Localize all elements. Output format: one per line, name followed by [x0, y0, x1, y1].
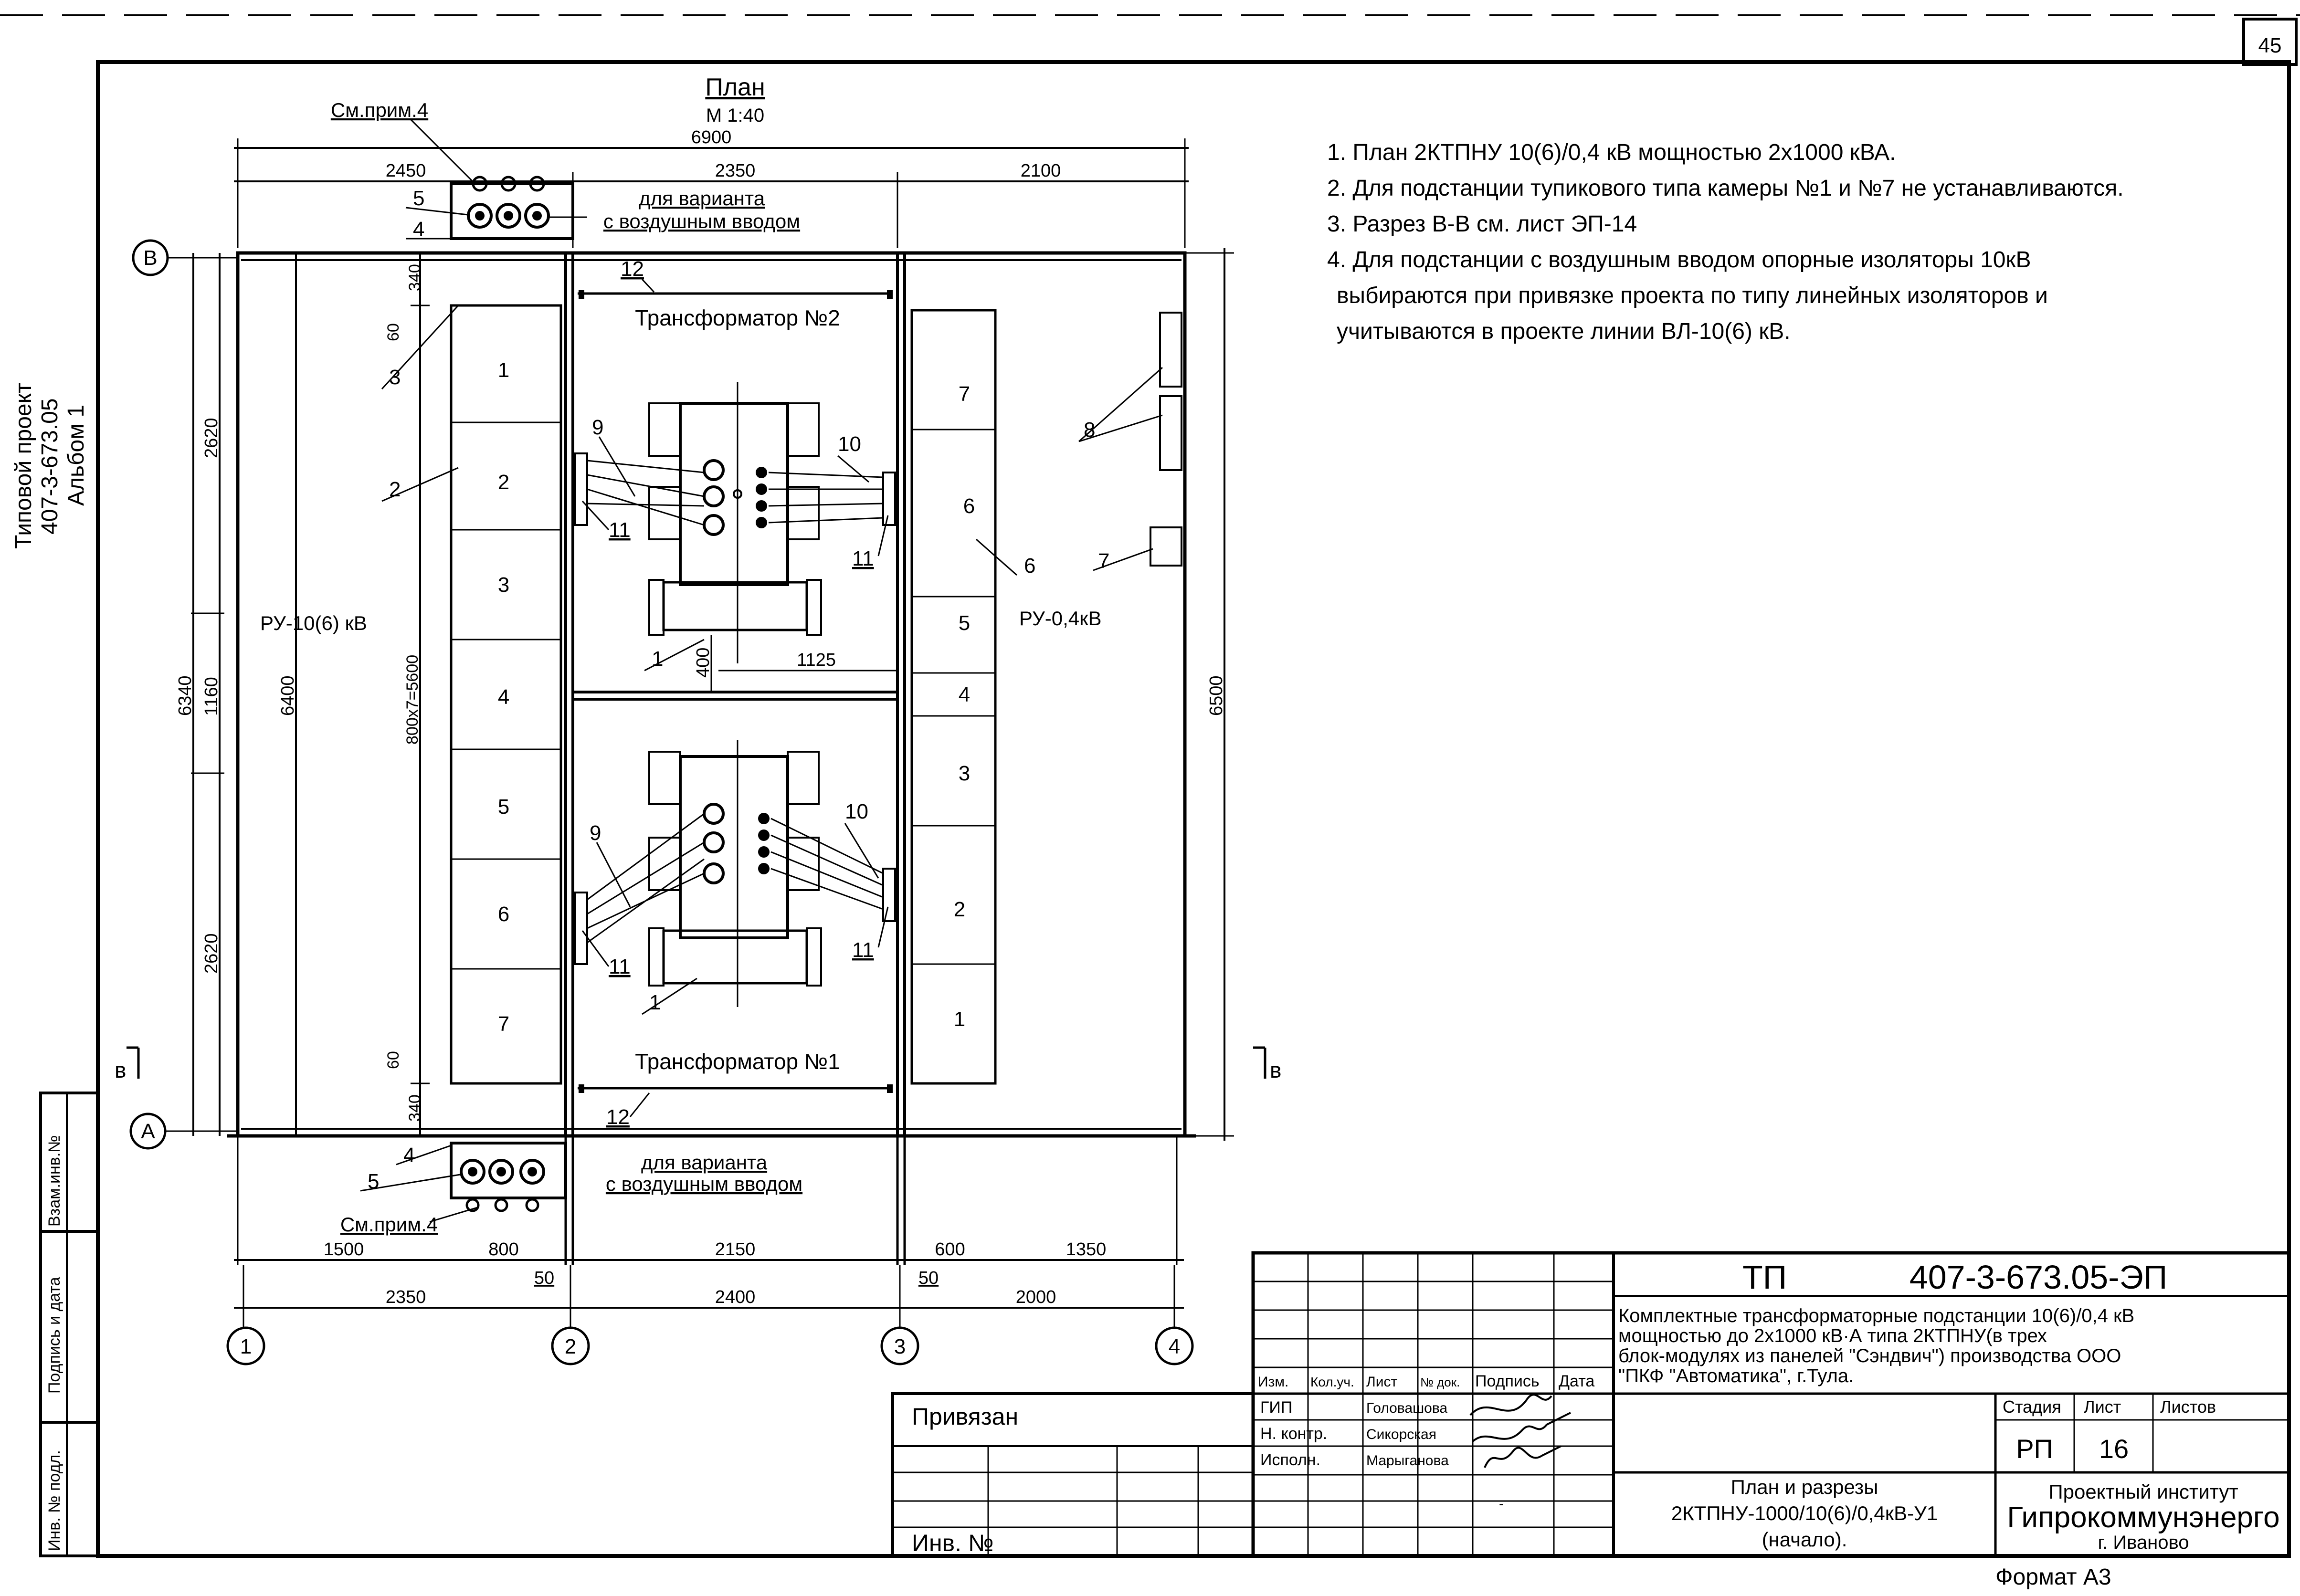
tb-sheet: 16	[2099, 1434, 2129, 1464]
role-nkontr: Н. контр.	[1260, 1425, 1328, 1443]
stamp-vzam: Взам.инв.№	[45, 1135, 63, 1227]
left-switchgear-column	[451, 305, 561, 1083]
callout-1-b: 1	[649, 991, 661, 1014]
dims-bottom-2	[234, 1265, 1184, 1327]
cell-right-4: 4	[958, 683, 971, 706]
cell-left-1: 1	[497, 358, 510, 382]
label-ru04: РУ-0,4кВ	[1019, 607, 1102, 630]
title-block	[1253, 1253, 2289, 1556]
dim-6340: 6340	[175, 675, 195, 716]
callout-8: 8	[1084, 418, 1096, 441]
general-notes	[1327, 140, 2124, 344]
tb-code: 407-3-673.05-ЭП	[1909, 1259, 2168, 1296]
right-switchgear-column	[912, 310, 995, 1083]
stamp-inv-podl: Инв. № подл.	[45, 1450, 63, 1551]
role-ispoln: Исполн.	[1260, 1451, 1321, 1469]
axis-col-4: 4	[1168, 1335, 1181, 1358]
dim-2620-a: 2620	[201, 418, 222, 458]
callout-4-bottom: 4	[403, 1144, 415, 1167]
cell-left-4: 4	[497, 685, 510, 709]
tb-sheets-label: Листов	[2160, 1397, 2216, 1417]
cell-left-3: 3	[497, 573, 510, 597]
svg-text:-: -	[1499, 1496, 1504, 1512]
hdr-podpis: Подпись	[1475, 1372, 1540, 1390]
callout-6: 6	[1024, 554, 1036, 578]
tb-desc-3: блок-модулях из панелей "Сэндвич") производства ООО	[1618, 1345, 2121, 1366]
dim-6900: 6900	[691, 127, 732, 147]
bound-block	[893, 1394, 1253, 1556]
axis-col-1: 1	[240, 1335, 252, 1358]
building-outline	[227, 253, 1196, 1136]
note-4: 4. Для подстанции с воздушным вводом опорные изоляторы 10кВ	[1327, 247, 2031, 273]
callout-1-a: 1	[652, 647, 664, 671]
dim-1350: 1350	[1066, 1239, 1107, 1260]
hdr-data: Дата	[1559, 1372, 1595, 1390]
tb-prefix: ТП	[1742, 1259, 1787, 1296]
name-nkontr: Сикорская	[1366, 1427, 1436, 1442]
axis-row-v: В	[143, 246, 158, 270]
cell-right-6: 6	[963, 494, 975, 518]
callout-11-c: 11	[609, 955, 631, 978]
dim-2000: 2000	[1015, 1287, 1056, 1307]
air-input-top-2: с воздушным вводом	[603, 210, 801, 232]
tb-stage-label: Стадия	[2003, 1397, 2061, 1417]
label-transformer1: Трансформатор №1	[635, 1049, 840, 1074]
note-2: 2. Для подстанции тупикового типа камеры №1 и №7 не устанавливаются.	[1327, 176, 2124, 201]
hdr-izm: Изм.	[1258, 1374, 1289, 1390]
name-gip: Головашова	[1366, 1400, 1448, 1416]
page-number: 45	[2258, 34, 2282, 57]
cell-right-7: 7	[958, 382, 971, 406]
note-3: 3. Разрез В-В см. лист ЭП-14	[1327, 211, 1637, 237]
tb-title-1: План и разрезы	[1730, 1476, 1878, 1498]
callout-11-d: 11	[852, 938, 874, 962]
dim-2350-bottom: 2350	[385, 1287, 426, 1307]
role-gip: ГИП	[1260, 1398, 1293, 1417]
cell-left-7: 7	[497, 1012, 510, 1036]
cell-right-5: 5	[958, 611, 971, 635]
section-mark-left: в	[115, 1058, 127, 1082]
dim-6500: 6500	[1206, 675, 1226, 716]
tb-title-3: (начало).	[1762, 1528, 1847, 1551]
cell-left-5: 5	[497, 795, 510, 819]
callouts	[360, 187, 1162, 1193]
tb-institute-3: г. Иваново	[2098, 1532, 2189, 1553]
callout-10-a: 10	[838, 432, 861, 456]
plan-scale: М 1:40	[706, 105, 765, 126]
note-4-cont-2: учитываются в проекте линии ВЛ-10(6) кВ.	[1337, 319, 1791, 344]
dim-2450: 2450	[385, 161, 426, 181]
dim-340-a: 340	[406, 264, 424, 291]
callout-12-bottom: 12	[606, 1105, 630, 1129]
wall-panels	[1150, 313, 1182, 566]
signature-ispoln	[1485, 1446, 1561, 1468]
callout-4-top: 4	[413, 218, 425, 241]
cell-right-1: 1	[953, 1008, 966, 1031]
name-ispoln: Марыганова	[1366, 1453, 1449, 1469]
label-transformer2: Трансформатор №2	[635, 305, 840, 330]
dims-right	[1184, 248, 1234, 1141]
transformer-1	[575, 740, 895, 1093]
callout-7: 7	[1098, 549, 1110, 573]
callout-3: 3	[389, 366, 401, 389]
signature-gip	[1470, 1395, 1551, 1415]
plan-title: План	[705, 74, 765, 101]
tb-sheet-label: Лист	[2084, 1397, 2121, 1417]
callout-9-b: 9	[590, 821, 601, 845]
callout-10-b: 10	[845, 800, 868, 823]
side-stamp	[41, 1093, 98, 1556]
dim-60-a: 60	[384, 323, 402, 341]
dim-340-b: 340	[406, 1094, 424, 1122]
dims-inner	[693, 635, 897, 692]
cell-left-6: 6	[497, 903, 510, 926]
hdr-list: Лист	[1366, 1374, 1398, 1390]
cell-left-2: 2	[497, 471, 510, 494]
bound-label: Привязан	[912, 1403, 1019, 1430]
cell-right-3: 3	[958, 762, 971, 785]
format-label: Формат А3	[1995, 1564, 2111, 1590]
hdr-ndok: № док.	[1420, 1375, 1460, 1389]
note-ref-bottom: См.прим.4	[340, 1213, 438, 1236]
dims-bottom-1	[234, 1239, 1184, 1288]
dim-800x7: 800х7=5600	[403, 654, 422, 745]
callout-11-a: 11	[609, 518, 631, 542]
dim-2100: 2100	[1020, 161, 1061, 181]
axis-col-2: 2	[564, 1335, 577, 1358]
callout-12-top: 12	[621, 257, 644, 281]
dim-1160: 1160	[201, 677, 222, 716]
note-1: 1. План 2КТПНУ 10(6)/0,4 кВ мощностью 2х1000 кВА.	[1327, 140, 1896, 165]
dim-50-b: 50	[918, 1268, 939, 1288]
axis-col-3: 3	[894, 1335, 906, 1358]
inv-label: Инв. №	[912, 1530, 994, 1556]
tb-title-2: 2КТПНУ-1000/10(6)/0,4кВ-У1	[1671, 1502, 1938, 1524]
air-input-bottom-2: с воздушным вводом	[605, 1173, 803, 1195]
callout-9-a: 9	[592, 416, 604, 439]
tb-desc-4: "ПКФ "Автоматика", г.Тула.	[1618, 1365, 1854, 1386]
air-input-bottom-1: для варианта	[641, 1151, 768, 1174]
axis-columns	[228, 1328, 1192, 1364]
side-label-line-3: Альбом 1	[63, 404, 89, 506]
cell-right-2: 2	[953, 898, 966, 921]
callout-5-top: 5	[413, 187, 425, 210]
dim-1500: 1500	[323, 1239, 364, 1260]
axis-row-a: А	[141, 1120, 155, 1143]
side-project-label	[11, 383, 89, 549]
note-4-cont-1: выбираются при привязке проекта по типу линейных изоляторов и	[1337, 283, 2048, 308]
tb-stage: РП	[2016, 1434, 2053, 1464]
dim-50-a: 50	[534, 1268, 555, 1288]
dim-60-b: 60	[384, 1051, 402, 1069]
dim-600: 600	[935, 1239, 965, 1260]
side-label-line-2: 407-3-673.05	[37, 398, 63, 535]
note-ref-top: См.прим.4	[330, 99, 429, 121]
hdr-koluch: Кол.уч.	[1310, 1375, 1354, 1389]
section-mark-right: в	[1270, 1058, 1282, 1082]
dim-2350-top: 2350	[715, 161, 756, 181]
stamp-podpis: Подпись и дата	[45, 1277, 63, 1394]
air-input-top-1: для варианта	[638, 187, 765, 210]
tb-institute-1: Проектный институт	[2048, 1480, 2238, 1503]
callout-5-bottom: 5	[368, 1170, 380, 1193]
dim-1125: 1125	[797, 650, 836, 670]
dim-2150: 2150	[715, 1239, 756, 1260]
callout-11-b: 11	[852, 547, 874, 570]
tb-desc-1: Комплектные трансформаторные подстанции 10(6)/0,4 кВ	[1618, 1305, 2135, 1326]
callout-2: 2	[389, 478, 401, 501]
tb-desc-2: мощностью до 2х1000 кВ·А типа 2КТПНУ(в трех	[1618, 1325, 2047, 1346]
dim-800: 800	[488, 1239, 519, 1260]
side-label-line-1: Типовой проект	[11, 382, 36, 549]
tb-institute-2: Гипрокоммунэнерго	[2007, 1501, 2280, 1534]
signature-nkontr	[1473, 1413, 1571, 1441]
dim-400: 400	[693, 647, 713, 678]
dim-2620-b: 2620	[201, 933, 222, 974]
dim-6400: 6400	[278, 675, 298, 716]
dim-2400: 2400	[715, 1287, 756, 1307]
label-ru10: РУ-10(6) кВ	[260, 612, 367, 634]
